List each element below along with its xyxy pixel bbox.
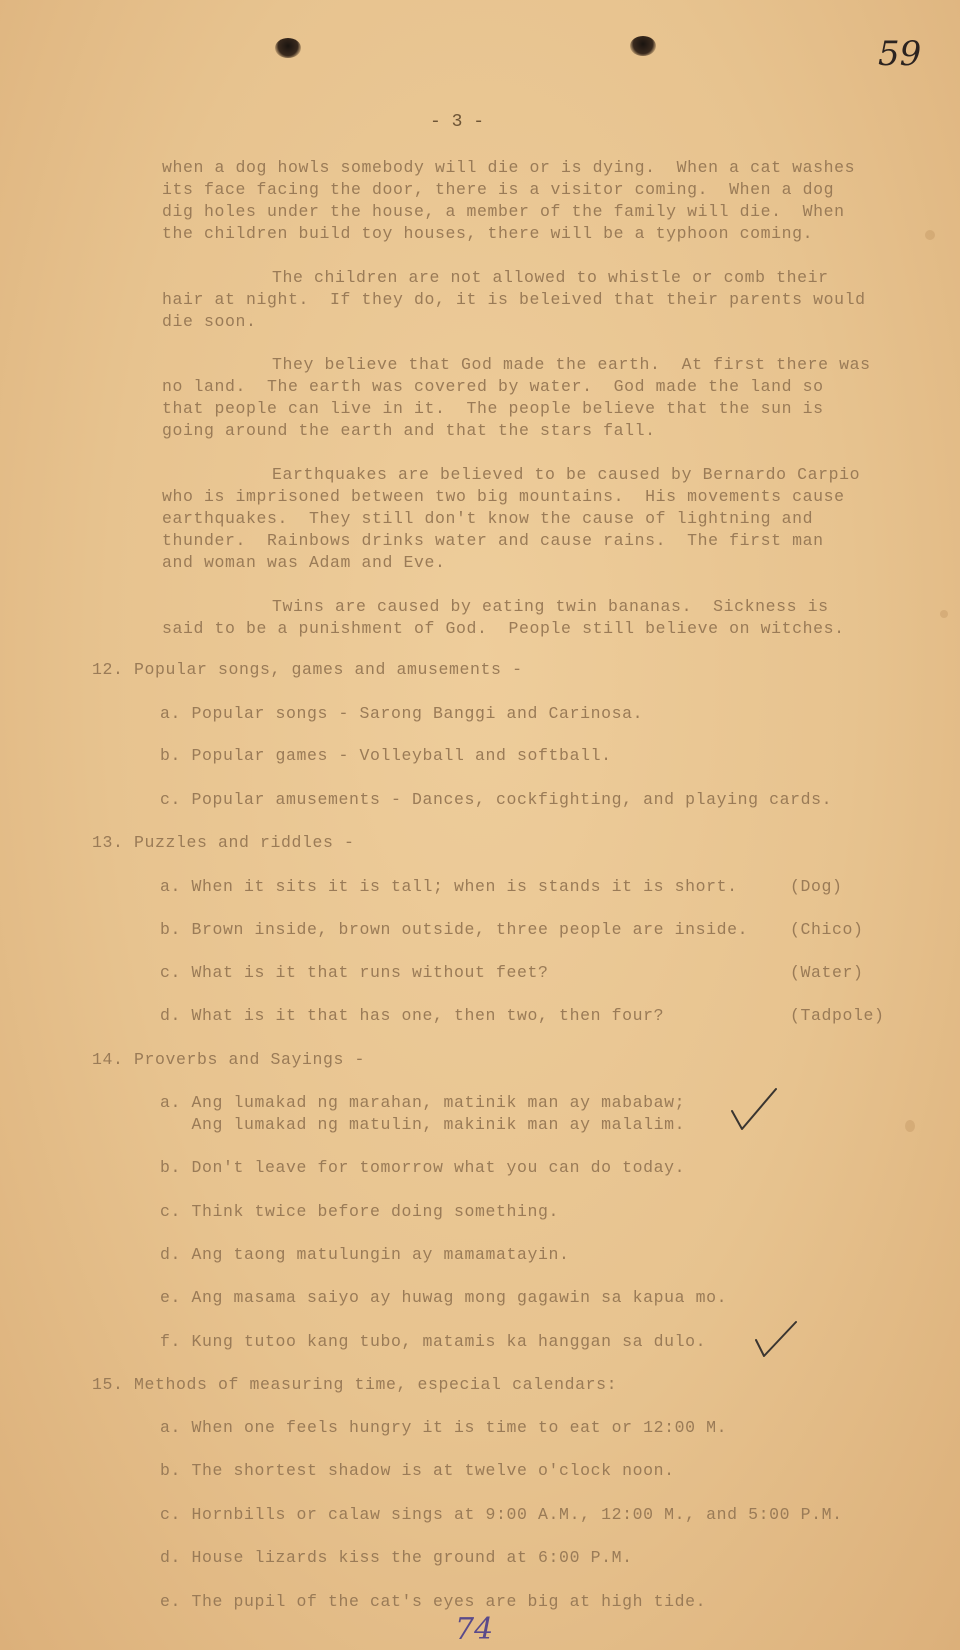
check-mark-icon <box>752 1318 800 1360</box>
typed-page-marker: - 3 - <box>430 112 485 132</box>
riddle: d. What is it that has one, then two, then four? <box>160 1006 665 1025</box>
handwritten-page-number: 59 <box>878 34 922 74</box>
text-line: The children are not allowed to whistle or comb their <box>272 268 829 287</box>
proverb: f. Kung tutoo kang tubo, matamis ka hanggan sa dulo. <box>160 1332 707 1351</box>
section-heading: 13. Puzzles and riddles - <box>92 833 355 852</box>
riddle: a. When it sits it is tall; when is stands it is short. <box>160 877 738 896</box>
text-line: Earthquakes are believed to be caused by Bernardo Carpio <box>272 465 861 484</box>
text-line: earthquakes. They still don't know the cause of lightning and <box>162 509 814 528</box>
text-line: when a dog howls somebody will die or is dying. When a cat washes <box>162 158 856 177</box>
text-line: They believe that God made the earth. At first there was <box>272 355 871 374</box>
section-heading: 14. Proverbs and Sayings - <box>92 1050 366 1069</box>
stain-mark <box>940 610 948 618</box>
list-item: b. Popular games - Volleyball and softball. <box>160 746 612 765</box>
text-line: thunder. Rainbows drinks water and cause rains. The first man <box>162 531 824 550</box>
text-line: its face facing the door, there is a visitor coming. When a dog <box>162 180 835 199</box>
list-item: d. House lizards kiss the ground at 6:00 P.M. <box>160 1548 633 1567</box>
text-line: no land. The earth was covered by water. God made the land so <box>162 377 824 396</box>
stain-mark <box>905 1120 915 1132</box>
section-heading: 15. Methods of measuring time, especial calendars: <box>92 1375 618 1394</box>
handwritten-bottom-number: 74 <box>455 1612 494 1647</box>
riddle: c. What is it that runs without feet? <box>160 963 549 982</box>
riddle-answer: (Dog) <box>790 877 843 896</box>
check-mark-icon <box>728 1085 780 1135</box>
list-item: c. Popular amusements - Dances, cockfighting, and playing cards. <box>160 790 833 809</box>
proverb: e. Ang masama saiyo ay huwag mong gagawin sa kapua mo. <box>160 1288 728 1307</box>
text-line: the children build toy houses, there will be a typhoon coming. <box>162 224 814 243</box>
list-item: c. Hornbills or calaw sings at 9:00 A.M., 12:00 M., and 5:00 P.M. <box>160 1505 843 1524</box>
riddle-answer: (Water) <box>790 963 864 982</box>
proverb: a. Ang lumakad ng marahan, matinik man ay mababaw; <box>160 1093 686 1112</box>
section-heading: 12. Popular songs, games and amusements - <box>92 660 523 679</box>
text-line: that people can live in it. The people believe that the sun is <box>162 399 824 418</box>
text-line: said to be a punishment of God. People still believe on witches. <box>162 619 845 638</box>
stain-mark <box>925 230 935 240</box>
riddle-answer: (Chico) <box>790 920 864 939</box>
text-line: who is imprisoned between two big mountains. His movements cause <box>162 487 845 506</box>
text-line: hair at night. If they do, it is beleived that their parents would <box>162 290 866 309</box>
text-line: dig holes under the house, a member of the family will die. When <box>162 202 845 221</box>
list-item: b. The shortest shadow is at twelve o'clock noon. <box>160 1461 675 1480</box>
riddle-answer: (Tadpole) <box>790 1006 885 1025</box>
text-line: Twins are caused by eating twin bananas. Sickness is <box>272 597 829 616</box>
proverb: d. Ang taong matulungin ay mamamatayin. <box>160 1245 570 1264</box>
proverb: b. Don't leave for tomorrow what you can do today. <box>160 1158 686 1177</box>
text-line: and woman was Adam and Eve. <box>162 553 446 572</box>
text-line: going around the earth and that the stars fall. <box>162 421 656 440</box>
list-item: e. The pupil of the cat's eyes are big at high tide. <box>160 1592 707 1611</box>
list-item: a. When one feels hungry it is time to eat or 12:00 M. <box>160 1418 728 1437</box>
text-line: die soon. <box>162 312 257 331</box>
proverb: Ang lumakad ng matulin, makinik man ay malalim. <box>160 1115 686 1134</box>
list-item: a. Popular songs - Sarong Banggi and Carinosa. <box>160 704 644 723</box>
riddle: b. Brown inside, brown outside, three people are inside. <box>160 920 749 939</box>
proverb: c. Think twice before doing something. <box>160 1202 560 1221</box>
punch-hole <box>630 36 656 56</box>
punch-hole <box>275 38 301 58</box>
